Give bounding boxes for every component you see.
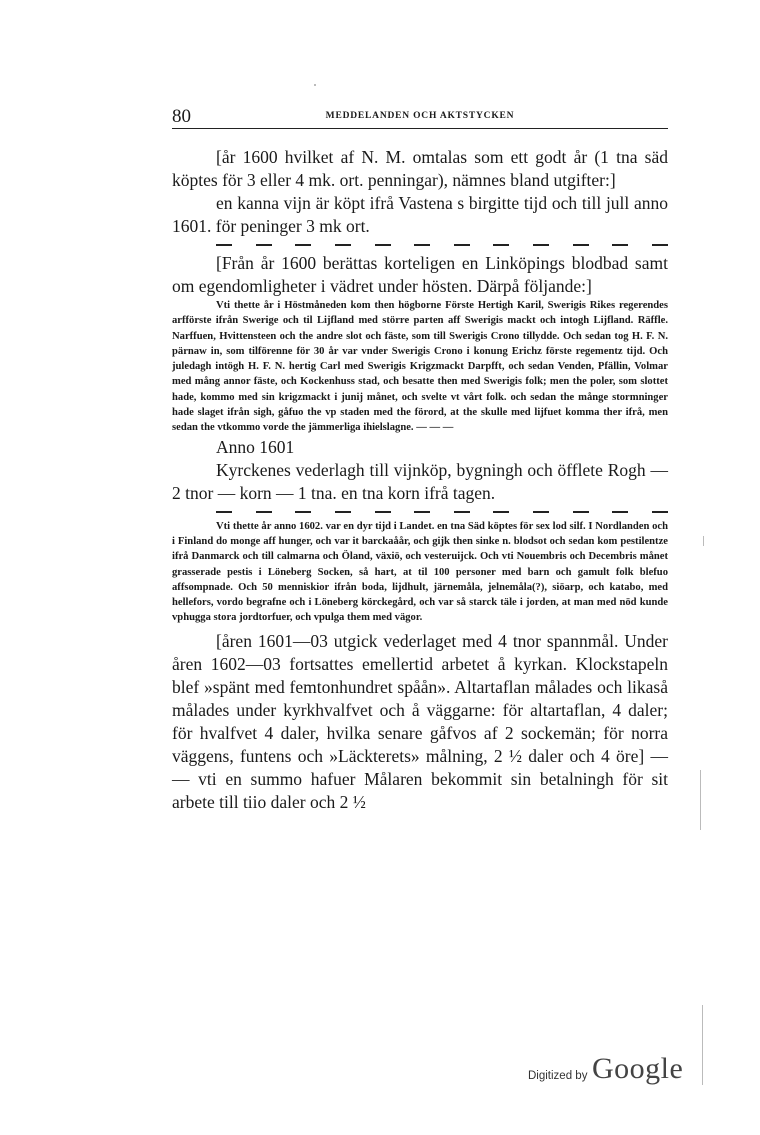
dash-separator xyxy=(172,238,668,252)
scan-mark xyxy=(700,770,701,830)
watermark-label: Digitized by xyxy=(528,1070,588,1082)
paragraph-2: en kanna vijn är köpt ifrå Vastena s birgitte tijd och till jull anno 1601. för peninger 3 mk ort. xyxy=(172,193,668,236)
scan-mark xyxy=(314,84,316,86)
running-head: MEDDELANDEN OCH AKTSTYCKEN xyxy=(325,111,515,121)
page-header xyxy=(172,108,668,129)
dash-separator xyxy=(172,505,668,519)
page-number: 80 xyxy=(172,106,191,127)
scan-mark xyxy=(703,536,704,546)
paragraph-1: [år 1600 hvilket af N. M. omtalas som ett godt år (1 tna säd köptes för 3 eller 4 mk. ort. penningar), nämnes bland utgifter:] xyxy=(172,147,668,190)
digitized-watermark xyxy=(528,1052,688,1092)
scan-mark xyxy=(702,1005,703,1085)
quotation-2: Vti thette år anno 1602. var en dyr tijd i Landet. en tna Säd köptes för sex lod silf. I Nordlanden och i Finland do monge aff hunger, och var it barckaåår, och gijk then sinke n. blodsot och sedan kom pestilentze ifrå Danmarck och till calmarna och Öland, växiö, och vesteruijck. Och vti Nouembris och Decembris månet grasserade pestis i Löneberg Socken, så hart, at til 100 personer med barn och gamult folk blefuo affsompnade. Och 50 menniskior ifrån boda, lijdhult, järnemåla, jelnemåla(?), siöarp, och katabo, med hellefors, vordo begrafne och i Löneberg körckegård, och var så starck täle i jorden, at man med nöd kunde vphugga stora jordtorfuer, och vpulga them med vägor. xyxy=(172,520,668,624)
paragraph-4: Kyrckenes vederlagh till vijnköp, bygningh och öfflete Rogh — 2 tnor — korn — 1 tna. en tna korn ifrå tagen. xyxy=(172,459,668,503)
paragraph-5: [åren 1601—03 utgick vederlaget med 4 tnor spannmål. Under åren 1602—03 fortsattes emellertid arbetet å kyrkan. Klockstapeln blef »spänt med femtonhundret spåån». Altartaflan målades och likaså målades under kyrkhvalfvet och å väggarne: för altartaflan, 4 daler; för hvalfvet 4 daler, hvilka senare gåfvos af 2 sockemän; för norra väggens, funtens och »Läckterets» målning, 2 ½ daler och 4 öre] — — vti en summo hafuer Målaren bekommit sin betalningh för sit arbete till tiio daler och 2 ½ xyxy=(172,630,668,812)
page-body xyxy=(172,146,668,814)
google-logo: Google xyxy=(592,1052,684,1085)
quotation-1: Vti thette år i Höstmåneden kom then högborne Förste Hertigh Karil, Swerigis Rikes regerendes arfförste ifrån Swerige och til Lijfland med större parten aff Swerigis mackt och intogh Lijfland. Räffle. Narffuen, Hvittensteen och the andre slot och fäste, som till Swerigis Crono tillydde. Och sedan tog H. F. N. pärnaw in, som tilförenne för 30 år var vnder Swerigis Crono i konung Erichz förste regementz tijd. Och juledagh intögh H. F. N. hertig Carl med Swerigis Krigzmackt Darpfft, och sedan Venden, Pfällin, Volmar med mång annor fäste, och Kockenhuss stad, och besatte then med Swerigis folk; men the poler, som slottet hade, kommo med sin krigzmackt i junij månet, och svelte vt vårt folk. och sedan the månge stormninger hade slaget ifrån sigh, gåfuo the vp staden med the förord, at the skulle med lijfuet komma ther ifrå, men sedan the vtkommo vorde the jämmerliga ihielslagne. — — — xyxy=(172,300,668,434)
anno-heading: Anno 1601 xyxy=(216,436,295,457)
paragraph-3: [Från år 1600 berättas korteligen en Linköpings blodbad samt om egendomligheter i vädret under hösten. Därpå följande:] xyxy=(172,253,668,296)
